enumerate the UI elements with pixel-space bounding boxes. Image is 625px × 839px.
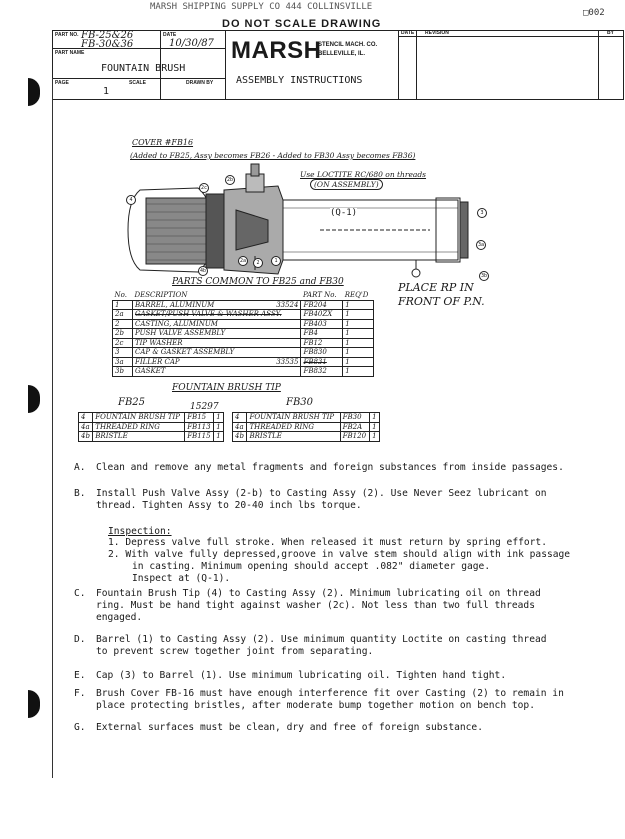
cell: FB120 — [340, 432, 369, 442]
q1-label: (Q-1) — [330, 208, 358, 218]
cell: 1 — [370, 432, 380, 442]
table-row — [233, 422, 380, 432]
cell: FB30 — [340, 413, 369, 423]
fb30-label: FB30 — [286, 397, 314, 408]
callout-2: 2 — [253, 258, 263, 268]
cell: FB403 — [301, 319, 343, 329]
cell: FB15 — [185, 413, 214, 423]
table-row — [79, 413, 224, 423]
company-name: MARSH — [231, 37, 322, 64]
side-note: PLACE RP IN FRONT OF P.N. — [398, 281, 485, 308]
instruction-c: C. Fountain Brush Tip (4) to Casting Assy (2). Minimum lubricating oil on thread ring. Must be hand tight against washer (2c). Not less than two full threads engaged. — [74, 588, 541, 623]
table-row — [79, 432, 224, 442]
callout-2c: 2c — [200, 185, 208, 191]
cell: 1 — [343, 319, 374, 329]
fax-header: MARSH SHIPPING SUPPLY CO 444 COLLINSVILLE — [150, 2, 373, 12]
cell: 4a — [79, 422, 93, 432]
cell: 1 — [214, 422, 224, 432]
cell: 1 — [214, 432, 224, 442]
cell: 1 — [343, 310, 374, 320]
date-value: 10/30/87 — [169, 38, 214, 49]
cell: 3 — [113, 348, 133, 358]
cell: FB12 — [301, 338, 343, 348]
parts-common-table — [112, 291, 374, 377]
part-no-2: FB-30&36 — [81, 39, 134, 50]
cell: 1 — [214, 413, 224, 423]
cell: BRISTLE — [247, 432, 340, 442]
cell: 1 — [370, 422, 380, 432]
punch-hole — [28, 690, 40, 718]
strike-note-2: 33535 — [276, 357, 299, 366]
cell: GASKET/PUSH VALVE & WASHER ASSY. — [133, 310, 301, 320]
cell: FB831 — [301, 357, 343, 367]
callout-3b: 3b — [480, 273, 488, 279]
cell: 1 — [113, 300, 133, 310]
scale-label: SCALE — [129, 80, 146, 86]
cell: FB40ZX — [301, 310, 343, 320]
by-label: BY — [607, 30, 614, 36]
cell: TIP WASHER — [133, 338, 301, 348]
cell: BARREL, ALUMINUM 33524 — [133, 300, 301, 310]
fb25-label: FB25 — [118, 397, 146, 408]
cell: CAP & GASKET ASSEMBLY — [133, 348, 301, 358]
table-row — [113, 338, 374, 348]
cell: 4b — [79, 432, 93, 442]
cell: FB204 — [301, 300, 343, 310]
table-header-row — [113, 291, 374, 300]
instruction-b: B. Install Push Valve Assy (2-b) to Casting Assy (2). Use Never Seez lubricant on thread. Tighten Assy to 20-40 inch lbs torque. — [74, 488, 547, 511]
table-row — [233, 432, 380, 442]
cell: 1 — [343, 329, 374, 339]
cell: 2 — [113, 319, 133, 329]
callout-3: 3 — [477, 208, 487, 218]
loctite-note-2: (ON ASSEMBLY) — [310, 179, 383, 190]
cover-label: COVER #FB16 — [132, 138, 194, 147]
cell: 3b — [113, 367, 133, 377]
cell: 3a — [113, 357, 133, 367]
table-row — [79, 422, 224, 432]
cell: FOUNTAIN BRUSH TIP — [93, 413, 185, 423]
table-row — [113, 348, 374, 358]
cell: 1 — [343, 300, 374, 310]
instruction-g: G. External surfaces must be clean, dry and free of foreign substance. — [74, 722, 483, 733]
cell: 1 — [370, 413, 380, 423]
col-description: DESCRIPTION — [134, 291, 188, 300]
drawn-by-label: DRAWN BY — [186, 80, 214, 86]
part-no-1: FB-25&26 — [81, 30, 134, 41]
punch-hole — [28, 78, 40, 106]
assembly-drawing — [118, 160, 498, 280]
col-no: No. — [114, 291, 127, 300]
cell: CASTING, ALUMINUM — [133, 319, 301, 329]
page-value: 1 — [103, 86, 110, 97]
callout-2a: 2a — [239, 258, 247, 264]
table-row — [113, 329, 374, 339]
cell: FB115 — [185, 432, 214, 442]
cell: 4 — [233, 413, 247, 423]
cell: 4a — [233, 422, 247, 432]
tip-section-title: FOUNTAIN BRUSH TIP — [172, 383, 281, 393]
cell: 1 — [343, 357, 374, 367]
instructions — [74, 462, 619, 738]
cell: FB113 — [185, 422, 214, 432]
cell: THREADED RING — [247, 422, 340, 432]
cell: BRISTLE — [93, 432, 185, 442]
cover-note: (Added to FB25, Assy becomes FB26 - Added to FB30 Assy becomes FB36) — [130, 151, 416, 160]
table-row — [113, 357, 374, 367]
cell: FB4 — [301, 329, 343, 339]
col-part-no: PART No. — [302, 291, 337, 300]
table-row — [113, 300, 374, 310]
punch-hole — [28, 385, 40, 413]
cell: PUSH VALVE ASSEMBLY — [133, 329, 301, 339]
parts-common-title: PARTS COMMON TO FB25 and FB30 — [172, 277, 344, 287]
cell: 4 — [79, 413, 93, 423]
fax-page-number: □002 — [583, 8, 605, 18]
part-no-label: PART NO. — [55, 32, 79, 38]
table-row — [233, 413, 380, 423]
part-name-value: FOUNTAIN BRUSH — [101, 63, 186, 74]
cell: 2b — [113, 329, 133, 339]
cell: FB2A — [340, 422, 369, 432]
instruction-e: E. Cap (3) to Barrel (1). Use minimum lubricating oil. Tighten hand tight. — [74, 670, 507, 681]
cell: THREADED RING — [93, 422, 185, 432]
instruction-f: F. Brush Cover FB-16 must have enough interference fit over Casting (2) to remain in place protecting bristles, after moderate bump together motion on bench top. — [74, 688, 564, 711]
company-sub: STENCIL MACH. CO. BELLEVILLE, IL. — [318, 42, 378, 57]
table-row — [113, 319, 374, 329]
callout-2b: 2b — [226, 177, 234, 183]
callout-4b: 4b — [199, 268, 207, 274]
cell: FB830 — [301, 348, 343, 358]
do-not-scale-label: DO NOT SCALE DRAWING — [222, 18, 382, 30]
col-reqd: REQ'D — [344, 291, 369, 300]
cell: 1 — [343, 338, 374, 348]
rev-date-label: DATE — [401, 30, 415, 36]
page-label: PAGE — [55, 80, 69, 86]
inspection-block: Inspection: 1. Depress valve full stroke. When released it must return by spring effort. 2. With valve fully depressed,groove in valve stem should align with ink passage in casting. Minimum opening should accept .082" diameter gage. Inspect at (Q-1). — [108, 526, 571, 584]
cell: FOUNTAIN BRUSH TIP — [247, 413, 340, 423]
left-margin-rule — [52, 78, 53, 778]
revision-label: REVISION — [425, 30, 449, 36]
callout-4: 4 — [126, 195, 136, 205]
cell: FB832 — [301, 367, 343, 377]
callout-3a: 3a — [477, 242, 485, 248]
doc-title: ASSEMBLY INSTRUCTIONS — [236, 75, 363, 86]
cell: 2c — [113, 338, 133, 348]
callout-1: 1 — [271, 256, 281, 266]
fb25-note: 15297 — [190, 402, 219, 412]
cell: 1 — [343, 367, 374, 377]
instruction-d: D. Barrel (1) to Casting Assy (2). Use minimum quantity Loctite on casting thread to prevent screw together joint from separating. — [74, 634, 547, 657]
instruction-a: A. Clean and remove any metal fragments and foreign substances from inside passages. — [74, 462, 564, 473]
date-label: DATE — [163, 32, 177, 38]
loctite-note: Use LOCTITE RC/680 on threads — [300, 170, 427, 179]
cell: 4b — [233, 432, 247, 442]
cell: 2a — [113, 310, 133, 320]
title-block — [52, 30, 624, 100]
cell: FILLER CAP 33535 — [133, 357, 301, 367]
part-name-label: PART NAME — [55, 50, 85, 56]
cell: GASKET — [133, 367, 301, 377]
table-row — [113, 310, 374, 320]
table-row — [113, 367, 374, 377]
cell: 1 — [343, 348, 374, 358]
strike-note-1: 33524 — [276, 300, 299, 309]
fb30-tip-table — [232, 412, 380, 442]
fb25-tip-table — [78, 412, 224, 442]
